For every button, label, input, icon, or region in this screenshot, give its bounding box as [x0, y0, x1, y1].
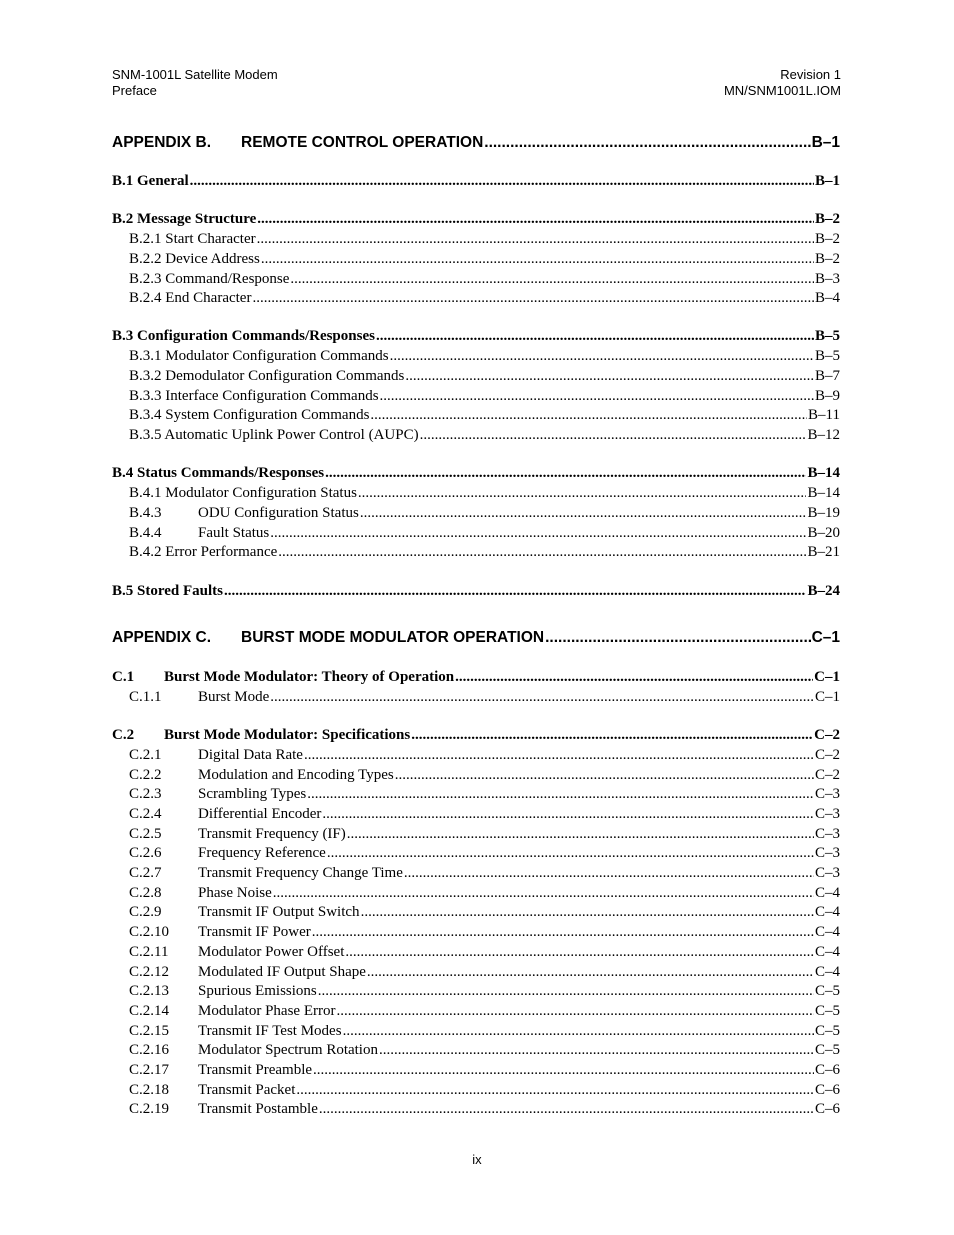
toc-entry-text	[112, 1023, 342, 1040]
toc-page-number: C–6	[814, 1062, 840, 1078]
toc-entry-number: C.2.7	[129, 865, 162, 881]
dot-leader	[325, 465, 806, 482]
toc-entry-c217[interactable]	[112, 1062, 840, 1081]
toc-entry-b32[interactable]	[112, 368, 840, 387]
toc-entry-text	[112, 826, 346, 843]
toc-entry-title: B.3.1 Modulator Configuration Commands	[129, 348, 389, 364]
toc-entry-text	[112, 505, 359, 522]
toc-page-number: C–2	[814, 767, 840, 783]
toc-page-number: B–2	[814, 231, 840, 247]
toc-entry-text	[112, 368, 404, 385]
toc-entry-title: B.3.4 System Configuration Commands	[129, 407, 370, 423]
toc-entry-title: Transmit Frequency (IF)	[198, 826, 346, 842]
toc-page-number: C–2	[814, 747, 840, 763]
toc-entry-b23[interactable]	[112, 271, 840, 290]
toc-entry-number: C.1.1	[129, 689, 162, 705]
dot-leader	[376, 328, 814, 345]
toc-entry-c215[interactable]	[112, 1023, 840, 1042]
toc-entry-b4[interactable]	[112, 465, 840, 484]
toc-entry-number: C.2.14	[129, 1003, 170, 1019]
toc-entry-title: Modulator Power Offset	[198, 944, 345, 960]
toc-entry-b42[interactable]	[112, 544, 840, 563]
toc-entry-title: Burst Mode	[198, 689, 270, 705]
toc-entry-text	[112, 173, 189, 190]
dot-leader	[257, 231, 814, 248]
toc-page-number: B–1	[814, 173, 840, 189]
toc-entry-text	[112, 485, 357, 502]
toc-page-number: B–3	[814, 271, 840, 287]
dot-leader	[345, 944, 814, 961]
toc-entry-text	[112, 1042, 378, 1059]
toc-entry-text	[112, 944, 344, 961]
dot-leader	[405, 368, 814, 385]
toc-entry-c211[interactable]	[112, 944, 840, 963]
toc-page-number: C–4	[814, 944, 840, 960]
toc-entry-c21[interactable]	[112, 747, 840, 766]
toc-entry-text	[112, 767, 394, 784]
toc-entry-b33[interactable]	[112, 388, 840, 407]
toc-entry-title: Transmit Frequency Change Time	[198, 865, 403, 881]
toc-entry-title: B.3 Configuration Commands/Responses	[112, 328, 375, 344]
toc-entry-number: C.2.16	[129, 1042, 170, 1058]
toc-entry-c28[interactable]	[112, 885, 840, 904]
dot-leader	[319, 1101, 814, 1118]
toc-entry-title: Transmit Postamble	[198, 1101, 318, 1117]
toc-entry-text	[112, 544, 277, 561]
dot-leader	[327, 845, 814, 862]
toc-entry-number: C.2.19	[129, 1101, 170, 1117]
toc-entry-c22[interactable]	[112, 767, 840, 786]
toc-entry-title: B.2.2 Device Address	[129, 251, 260, 267]
dot-leader	[252, 290, 814, 307]
toc-entry-b41[interactable]	[112, 485, 840, 504]
toc-entry-number: C.2.18	[129, 1082, 170, 1098]
toc-page-number: C–3	[814, 826, 840, 842]
toc-entry-c24[interactable]	[112, 806, 840, 825]
dot-leader	[290, 271, 814, 288]
toc-entry-title: Transmit IF Power	[198, 924, 311, 940]
toc-entry-title: ODU Configuration Status	[198, 505, 359, 521]
toc-page-number: C–4	[814, 964, 840, 980]
toc-entry-text	[112, 583, 223, 600]
toc-entry-title: Transmit IF Test Modes	[198, 1023, 342, 1039]
toc-entry-text	[112, 271, 289, 288]
toc-entry-title: B.4.2 Error Performance	[129, 544, 278, 560]
dot-leader	[455, 669, 813, 686]
toc-entry-b21[interactable]	[112, 231, 840, 250]
toc-entry-title: B.2.1 Start Character	[129, 231, 256, 247]
toc-page-number: B–11	[808, 407, 840, 423]
dot-leader	[278, 544, 806, 561]
toc-entry-text	[112, 865, 403, 882]
toc-page-number: B–4	[814, 290, 840, 306]
dot-leader	[296, 1082, 814, 1099]
toc-entry-c25[interactable]	[112, 826, 840, 845]
toc-entry-title: Modulated IF Output Shape	[198, 964, 366, 980]
toc-page-number: B–24	[807, 583, 840, 599]
toc-entry-c213[interactable]	[112, 983, 840, 1002]
dot-leader	[379, 1042, 814, 1059]
dot-leader	[270, 525, 806, 542]
toc-entry-text	[112, 328, 375, 345]
toc-entry-title: REMOTE CONTROL OPERATION	[241, 134, 484, 151]
toc-entry-text	[112, 407, 369, 424]
toc-entry-b24[interactable]	[112, 290, 840, 309]
toc-page-number: C–5	[814, 1003, 840, 1019]
dot-leader	[347, 826, 814, 843]
toc-page-number: B–12	[807, 427, 840, 443]
toc-page-number: C–1	[814, 689, 840, 705]
toc-page-number: B–2	[814, 251, 840, 267]
toc-entry-title: Digital Data Rate	[198, 747, 303, 763]
toc-entry-b1[interactable]	[112, 173, 840, 192]
toc-entry-c214[interactable]	[112, 1003, 840, 1022]
toc-entry-number: C.2.5	[129, 826, 162, 842]
toc-entry-number: C.2.12	[129, 964, 170, 980]
toc-entry-b35[interactable]	[112, 427, 840, 446]
toc-entry-number: C.2.8	[129, 885, 162, 901]
toc-page-number: B–21	[807, 544, 840, 560]
toc-entry-c219[interactable]	[112, 1101, 840, 1120]
toc-entry-title: Phase Noise	[198, 885, 272, 901]
toc-page-number: B–5	[814, 328, 840, 344]
dot-leader	[360, 505, 807, 522]
toc-entry-title: BURST MODE MODULATOR OPERATION	[241, 629, 545, 646]
toc-page-number: C–6	[814, 1082, 840, 1098]
toc-entry-text	[112, 806, 321, 823]
toc-entry-c23[interactable]	[112, 786, 840, 805]
toc-page-number: C–5	[814, 1042, 840, 1058]
dot-leader	[484, 134, 810, 152]
toc-entry-text	[112, 211, 256, 228]
toc-entry-text	[112, 134, 483, 152]
toc-entry-number: C.1	[112, 669, 135, 685]
toc-entry-number: C.2.2	[129, 767, 162, 783]
dot-leader	[224, 583, 807, 600]
toc-page-number: B–5	[814, 348, 840, 364]
toc-entry-text	[112, 290, 251, 307]
toc-entry-text	[112, 231, 256, 248]
dot-leader	[313, 1062, 814, 1079]
toc-entry-title: Transmit IF Output Switch	[198, 904, 360, 920]
dot-leader	[257, 211, 814, 228]
toc-entry-title: Transmit Packet	[198, 1082, 296, 1098]
toc-entry-title: B.2 Message Structure	[112, 211, 257, 227]
dot-leader	[307, 786, 814, 803]
toc-entry-title: Spurious Emissions	[198, 983, 317, 999]
dot-leader	[304, 747, 814, 764]
toc-entry-number: C.2.6	[129, 845, 162, 861]
toc-entry-text	[112, 1082, 295, 1099]
toc-page-number: C–4	[814, 885, 840, 901]
toc-entry-title: B.3.3 Interface Configuration Commands	[129, 388, 379, 404]
toc-entry-text	[112, 669, 454, 686]
toc-entry-title: Frequency Reference	[198, 845, 326, 861]
toc-entry-title: B.5 Stored Faults	[112, 583, 223, 599]
toc-page-number: B–2	[814, 211, 840, 227]
document-title: SNM-1001L Satellite Modem	[112, 67, 278, 82]
toc-entry-title: Modulator Phase Error	[198, 1003, 336, 1019]
toc-entry-number: C.2.9	[129, 904, 162, 920]
toc-entry-b44[interactable]	[112, 525, 840, 544]
toc-page-number: C–3	[814, 806, 840, 822]
toc-entry-text	[112, 904, 360, 921]
dot-leader	[420, 427, 807, 444]
revision-label: Revision 1	[780, 67, 841, 82]
dot-leader	[370, 407, 807, 424]
toc-entry-number: B.4.3	[129, 505, 162, 521]
running-header-right	[724, 67, 841, 99]
dot-leader	[395, 767, 814, 784]
toc-entry-text	[112, 689, 269, 706]
toc-page-number: C–6	[814, 1101, 840, 1117]
toc-entry-text	[112, 983, 317, 1000]
toc-page-number: C–1	[811, 629, 840, 646]
toc-entry-title: B.3.5 Automatic Uplink Power Control (AUPC)	[129, 427, 419, 443]
toc-entry-b34[interactable]	[112, 407, 840, 426]
toc-entry-number: C.2.1	[129, 747, 162, 763]
toc-entry-title: B.4.1 Modulator Configuration Status	[129, 485, 357, 501]
dot-leader	[318, 983, 814, 1000]
dot-leader	[261, 251, 814, 268]
dot-leader	[322, 806, 814, 823]
toc-entry-text	[112, 924, 311, 941]
toc-entry-text	[112, 525, 269, 542]
toc-entry-title: Burst Mode Modulator: Theory of Operation	[164, 669, 455, 685]
section-name: Preface	[112, 83, 157, 98]
toc-entry-text	[112, 885, 272, 902]
toc-entry-number: C.2.13	[129, 983, 170, 999]
toc-entry-number: APPENDIX B.	[112, 134, 212, 151]
toc-entry-text	[112, 1101, 318, 1118]
toc-page-number: B–9	[814, 388, 840, 404]
toc-entry-number: C.2.3	[129, 786, 162, 802]
toc-page-number: B–1	[811, 134, 840, 151]
dot-leader	[390, 348, 814, 365]
dot-leader	[312, 924, 814, 941]
toc-entry-text	[112, 747, 303, 764]
toc-page-number: C–3	[814, 845, 840, 861]
dot-leader	[358, 485, 807, 502]
toc-entry-c216[interactable]	[112, 1042, 840, 1061]
toc-entry-title: Modulator Spectrum Rotation	[198, 1042, 378, 1058]
dot-leader	[380, 388, 814, 405]
toc-entry-text	[112, 251, 260, 268]
dot-leader	[545, 629, 810, 647]
toc-entry-title: Burst Mode Modulator: Specifications	[164, 727, 411, 743]
toc-page-number: C–1	[814, 669, 840, 685]
toc-entry-c218[interactable]	[112, 1082, 840, 1101]
toc-entry-c11[interactable]	[112, 689, 840, 708]
toc-entry-b31[interactable]	[112, 348, 840, 367]
toc-entry-c2[interactable]	[112, 727, 840, 746]
toc-entry-text	[112, 786, 306, 803]
toc-page-number: C–2	[814, 727, 840, 743]
toc-page-number: B–14	[807, 485, 840, 501]
toc-entry-text	[112, 427, 419, 444]
dot-leader	[336, 1003, 814, 1020]
toc-entry-number: C.2.17	[129, 1062, 170, 1078]
toc-entry-b5[interactable]	[112, 583, 840, 602]
toc-entry-c1[interactable]	[112, 669, 840, 688]
toc-entry-b2[interactable]	[112, 211, 840, 230]
dot-leader	[190, 173, 814, 190]
running-header-left	[112, 67, 278, 99]
toc-entry-text	[112, 845, 326, 862]
dot-leader	[367, 964, 814, 981]
toc-entry-text	[112, 629, 544, 647]
toc-entry-number: APPENDIX C.	[112, 629, 212, 646]
toc-entry-c26[interactable]	[112, 845, 840, 864]
toc-entry-title: B.1 General	[112, 173, 189, 189]
toc-entry-text	[112, 465, 324, 482]
toc-entry-text	[112, 348, 389, 365]
toc-page-number: C–4	[814, 904, 840, 920]
toc-entry-text	[112, 388, 379, 405]
toc-entry-text	[112, 1062, 312, 1079]
toc-entry-text	[112, 727, 410, 744]
toc-entry-title: B.2.3 Command/Response	[129, 271, 290, 287]
toc-page-number: B–19	[807, 505, 840, 521]
toc-entry-title: Scrambling Types	[198, 786, 307, 802]
toc-entry-c212[interactable]	[112, 964, 840, 983]
toc-page-number: C–5	[814, 983, 840, 999]
toc-page-number: B–20	[807, 525, 840, 541]
toc-entry-text	[112, 1003, 335, 1020]
toc-entry-text	[112, 964, 366, 981]
toc-entry-title: B.2.4 End Character	[129, 290, 252, 306]
toc-entry-number: C.2.11	[129, 944, 169, 960]
dot-leader	[273, 885, 814, 902]
toc-entry-title: Differential Encoder	[198, 806, 322, 822]
toc-entry-b3[interactable]	[112, 328, 840, 347]
toc-entry-c29[interactable]	[112, 904, 840, 923]
toc-entry-number: C.2.4	[129, 806, 162, 822]
toc-entry-c210[interactable]	[112, 924, 840, 943]
toc-entry-appC[interactable]	[112, 629, 840, 649]
toc-page-number: C–5	[814, 1023, 840, 1039]
toc-entry-title: Transmit Preamble	[198, 1062, 313, 1078]
dot-leader	[270, 689, 814, 706]
toc-entry-b22[interactable]	[112, 251, 840, 270]
toc-entry-title: Fault Status	[198, 525, 270, 541]
dot-leader	[411, 727, 813, 744]
toc-entry-appB[interactable]	[112, 134, 840, 154]
toc-page-number: C–3	[814, 865, 840, 881]
page-number: ix	[472, 1152, 482, 1167]
dot-leader	[343, 1023, 814, 1040]
toc-entry-number: B.4.4	[129, 525, 162, 541]
toc-page-number: C–3	[814, 786, 840, 802]
dot-leader	[404, 865, 814, 882]
toc-entry-title: B.3.2 Demodulator Configuration Commands	[129, 368, 405, 384]
toc-entry-title: Modulation and Encoding Types	[198, 767, 394, 783]
toc-page-number: B–7	[814, 368, 840, 384]
toc-entry-c27[interactable]	[112, 865, 840, 884]
toc-page-number: B–14	[807, 465, 840, 481]
toc-entry-number: C.2.10	[129, 924, 170, 940]
dot-leader	[361, 904, 814, 921]
toc-entry-title: B.4 Status Commands/Responses	[112, 465, 325, 481]
toc-entry-b43[interactable]	[112, 505, 840, 524]
toc-entry-number: C.2.15	[129, 1023, 170, 1039]
toc-page-number: C–4	[814, 924, 840, 940]
toc-entry-number: C.2	[112, 727, 135, 743]
document-number: MN/SNM1001L.IOM	[723, 83, 841, 98]
